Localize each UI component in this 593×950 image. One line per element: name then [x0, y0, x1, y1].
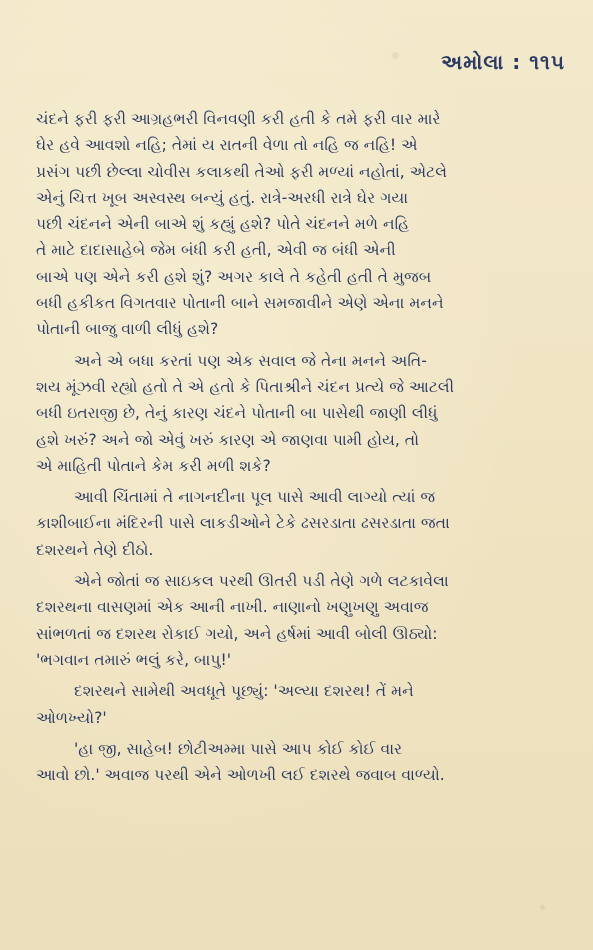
- text-line: એ માહિતી પોતાને કેમ કરી મળી શકે?: [36, 456, 271, 475]
- paragraph-5: [36, 678, 562, 731]
- text-line: ઓળખ્યો?': [36, 708, 107, 727]
- text-line: કાશીબાઈના મંદિરની પાસે લાકડીઓને ટેકે ઢસરડાતા ઢસરડાતા જતા: [36, 514, 450, 533]
- text-line: 'ભગવાન તમારું ભલું કરે, બાપુ!': [36, 650, 232, 669]
- paper-spot: [540, 905, 545, 910]
- text-line: પોતાની બાજુ વાળી લીધું હશે?: [36, 320, 219, 339]
- text-line: 'હા જી, સાહેબ! છોટીઅમ્મા પાસે આપ કોઈ કોઈ વાર: [74, 739, 403, 758]
- text-line: બાએ પણ એને કરી હશે શું? અગર કાલે તે કહેતી હતી તે મુજબ: [36, 267, 432, 286]
- text-line: બધી ઇતરાજી છે, તેનું કારણ ચંદને પોતાની બા પાસેથી જાણી લીધું: [36, 404, 438, 423]
- text-line: એનું ચિત્ત ખૂબ અસ્વસ્થ બન્યું હતું. રાત્રે-અરધી રાત્રે ઘેર ગયા: [36, 188, 409, 207]
- text-line: હશે ખરું? અને જો એવું ખરું કારણ એ જાણવા પામી હોય, તો: [36, 430, 420, 449]
- text-line: સાંભળતાં જ દશરથ રોકાઈ ગયો, અને હર્ષમાં આવી બોલી ઊઠ્યો:: [36, 624, 438, 643]
- text-line: આવો છો.' અવાજ પરથી એને ઓળખી લઈ દશરથે જવાબ વાળ્યો.: [36, 766, 445, 785]
- paper-spot: [392, 52, 399, 59]
- text-line: દશરથને તેણે દીઠો.: [36, 540, 154, 559]
- text-line: પ્રસંગ પછી છેલ્લા ચોવીસ કલાકથી તેઓ ફરી મળ્યાં નહોતાં, એટલે: [36, 162, 448, 181]
- text-line: ચંદને ફરી ફરી આગ્રહભરી વિનવણી કરી હતી કે તમે ફરી વાર મારે: [36, 110, 441, 128]
- text-line: ઘેર હવે આવશો નહિ; તેમાં ય રાતની વેળા તો નહિ જ નહિ! એ: [36, 136, 418, 155]
- text-line: દશરથના વાસણમાં એક આની નાખી. નાણાનો ખણુખણુ અવાજ: [36, 598, 429, 617]
- paragraph-6: [36, 736, 562, 789]
- text-line: બધી હકીકત વિગતવાર પોતાની બાને સમજાવીને એણે એના મનને: [36, 294, 444, 313]
- paragraph-3: [36, 484, 562, 563]
- text-line: શય મૂંઝવી રહ્યો હતો તે એ હતો કે પિતાશ્રીને ચંદન પ્રત્યે જે આટલી: [36, 377, 455, 396]
- text-line: પછી ચંદનને એની બાએ શું કહ્યું હશે? પોતે ચંદનને મળે નહિ: [36, 215, 410, 234]
- text-line: એને જોતાં જ સાઇકલ પરથી ઊતરી પડી તેણે ગળે લટકાવેલા: [74, 572, 449, 591]
- text-line: આવી ચિંતામાં તે નાગનદીના પૂલ પાસે આવી લાગ્યો ત્યાં જ: [74, 488, 436, 507]
- text-line: દશરથને સામેથી અવધૂતે પૂછ્યું: 'અલ્યા દશરથ! તેં મને: [74, 682, 414, 701]
- body-text: [36, 106, 562, 793]
- paragraph-2: [36, 348, 562, 479]
- text-line: અને એ બધા કરતાં પણ એક સવાલ જે તેના મનને અતિ-: [74, 351, 427, 370]
- paragraph-4: [36, 568, 562, 673]
- paragraph-1: [36, 106, 562, 343]
- text-line: તે માટે દાદાસાહેબે જેમ બંધી કરી હતી, એવી જ બંધી એની: [36, 241, 396, 260]
- page-header: અમોલા : ૧૧૫: [441, 50, 565, 74]
